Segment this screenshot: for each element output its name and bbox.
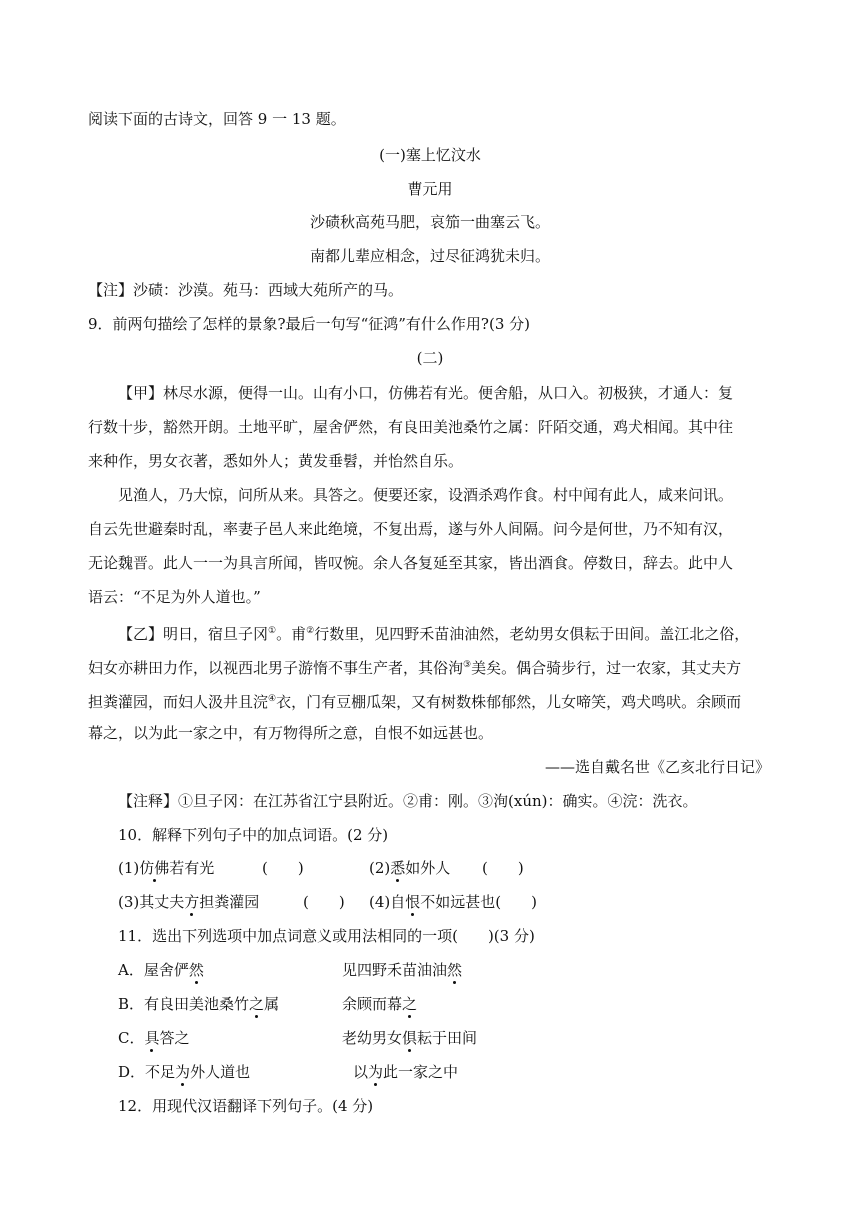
dotted-word: 之 [249,995,265,1013]
yi-text: 衣，门有豆棚瓜架，又有树数株郁郁然，儿女啼笑，鸡犬鸣吠。余顾而 [276,693,742,711]
dotted-word: 方 [184,893,200,911]
poem-title: (一)塞上忆汶水 [379,146,481,164]
dotted-word: 然 [447,961,463,979]
option-text: 有良田美池桑竹 [144,995,250,1013]
dotted-word: 之 [402,995,418,1013]
dotted-word: 仿佛 [139,859,170,877]
poem-note: 【注】沙碛：沙漠。苑马：西域大苑所产的马。 [88,281,404,299]
option-text: 见四野禾苗油油 [342,961,448,979]
dotted-word: 为 [368,1063,384,1081]
question-10-item-4 [369,892,537,912]
item-text: (3)其丈夫 [118,893,185,911]
option-text: 外人道也 [190,1063,251,1081]
item-text: 担粪灌园 [199,893,260,911]
yi-text: 美矣。偶合骑步行，过一农家，其丈夫方 [471,659,742,677]
item-text: (4)自 [369,893,406,911]
question-11-stem: 11．选出下列选项中加点词意义或用法相同的一项( )(3 分) [118,927,535,945]
option-c-second [342,1028,477,1048]
option-d-second [353,1062,458,1082]
yi-text: 行数里，见四野禾苗油油然，老幼男女俱耘于田间。盖江北之俗， [314,625,750,643]
option-text: 不足 [145,1063,176,1081]
footnote-marker: ② [306,626,315,636]
footnote-marker: ④ [268,694,277,704]
yi-text: 。甫 [276,625,307,643]
yi-source: ——选自戴名世《乙亥北行日记》 [544,758,770,776]
dotted-word: 悉 [390,859,406,877]
question-10-blank-4[interactable]: ( ) [495,893,537,911]
option-label: A． [118,961,144,979]
item-text: 不如远甚也 [420,893,496,911]
yi-line-2 [88,655,741,678]
option-b[interactable] [118,994,279,1014]
jia-paragraph-2-line-1: 见渔人，乃大惊，问所从来。具答之。便要还家，设酒杀鸡作食。村中闻有此人，咸来问讯。 [118,486,734,504]
item-text: 如外人 [405,859,451,877]
option-label: D． [118,1063,146,1081]
question-10-stem: 10．解释下列句子中的加点词语。(2 分) [118,826,389,844]
question-10-blank-2[interactable]: ( ) [482,859,524,877]
question-12-stem: 12．用现代汉语翻译下列句子。(4 分) [118,1097,374,1115]
poem-line-2: 南都儿辈应相念，过尽征鸿犹未归。 [309,247,550,265]
option-c[interactable] [118,1028,190,1048]
yi-line-3 [88,689,741,712]
jia-paragraph-2-line-2: 自云先世避秦时乱，率妻子邑人来此绝境，不复出焉，遂与外人间隔。问今是何世，乃不知有汉， [88,520,734,538]
option-text: 此一家之中 [383,1063,459,1081]
option-text: 以 [353,1063,369,1081]
section-2-title: (二) [416,349,444,367]
option-text: 属 [264,995,280,1013]
footnote-marker: ① [268,626,277,636]
footnote-marker: ③ [463,660,472,670]
poem-line-1: 沙碛秋高苑马肥，哀笳一曲塞云飞。 [309,213,550,231]
poem-author: 曹元用 [407,180,453,198]
question-10-blank-1[interactable]: ( ) [262,859,304,877]
reading-instruction: 阅读下面的古诗文，回答 9 一 13 题。 [88,110,346,128]
jia-paragraph-1-line-2: 行数十步，豁然开朗。土地平旷，屋舍俨然，有良田美池桑竹之属：阡陌交通，鸡犬相闻。其中往 [88,418,734,436]
jia-paragraph-1-line-3: 来种作，男女衣著，悉如外人；黄发垂髫，并怡然自乐。 [88,452,464,470]
yi-text: 担粪灌园，而妇人汲井且浣 [88,693,269,711]
option-d[interactable] [118,1062,250,1082]
question-10-blank-3[interactable]: ( ) [303,893,345,911]
jia-paragraph-2-line-4: 语云：“不足为外人道也。” [88,588,261,606]
question-10-item-2 [369,858,450,878]
question-10-item-3 [118,892,259,912]
option-text: 屋舍俨 [143,961,189,979]
option-text: 耘于田间 [417,1029,478,1047]
option-label: C． [118,1029,145,1047]
dotted-word: 然 [188,961,204,979]
question-9: 9．前两句描绘了怎样的景象?最后一句写“征鸿”有什么作用?(3 分) [88,315,530,333]
yi-text: 妇女亦耕田力作，以视西北男子游惰不事生产者，其俗洵 [88,659,464,677]
dotted-word: 恨 [405,893,421,911]
dotted-word: 具 [144,1029,160,1047]
dotted-word: 俱 [402,1029,418,1047]
option-text: 老幼男女 [342,1029,403,1047]
jia-paragraph-2-line-3: 无论魏晋。此人一一为具言所闻，皆叹惋。余人各复延至其家，皆出酒食。停数日，辞去。此中人 [88,554,734,572]
dotted-word: 为 [175,1063,191,1081]
option-a[interactable] [118,960,204,980]
option-text: 答之 [159,1029,190,1047]
yi-line-1 [118,621,749,644]
option-b-second [342,994,417,1014]
item-text: 若有光 [169,859,215,877]
annotation-note: 【注释】①旦子冈：在江苏省江宁县附近。②甫：刚。③洵(xún)：确实。④浣：洗衣。 [118,792,698,810]
yi-line-4: 幕之，以为此一家之中，有万物得所之意，自恨不如远甚也。 [88,724,494,742]
yi-text: 【乙】明日，宿旦子冈 [118,625,269,643]
jia-paragraph-1-line-1: 【甲】林尽水源，便得一山。山有小口，仿佛若有光。便舍船，从口入。初极狭，才通人：复 [118,384,734,402]
item-text: (2) [369,859,391,877]
option-label: B． [118,995,145,1013]
option-text: 余顾而幕 [342,995,403,1013]
question-10-item-1 [118,858,214,878]
option-a-second [342,960,462,980]
item-text: (1) [118,859,140,877]
